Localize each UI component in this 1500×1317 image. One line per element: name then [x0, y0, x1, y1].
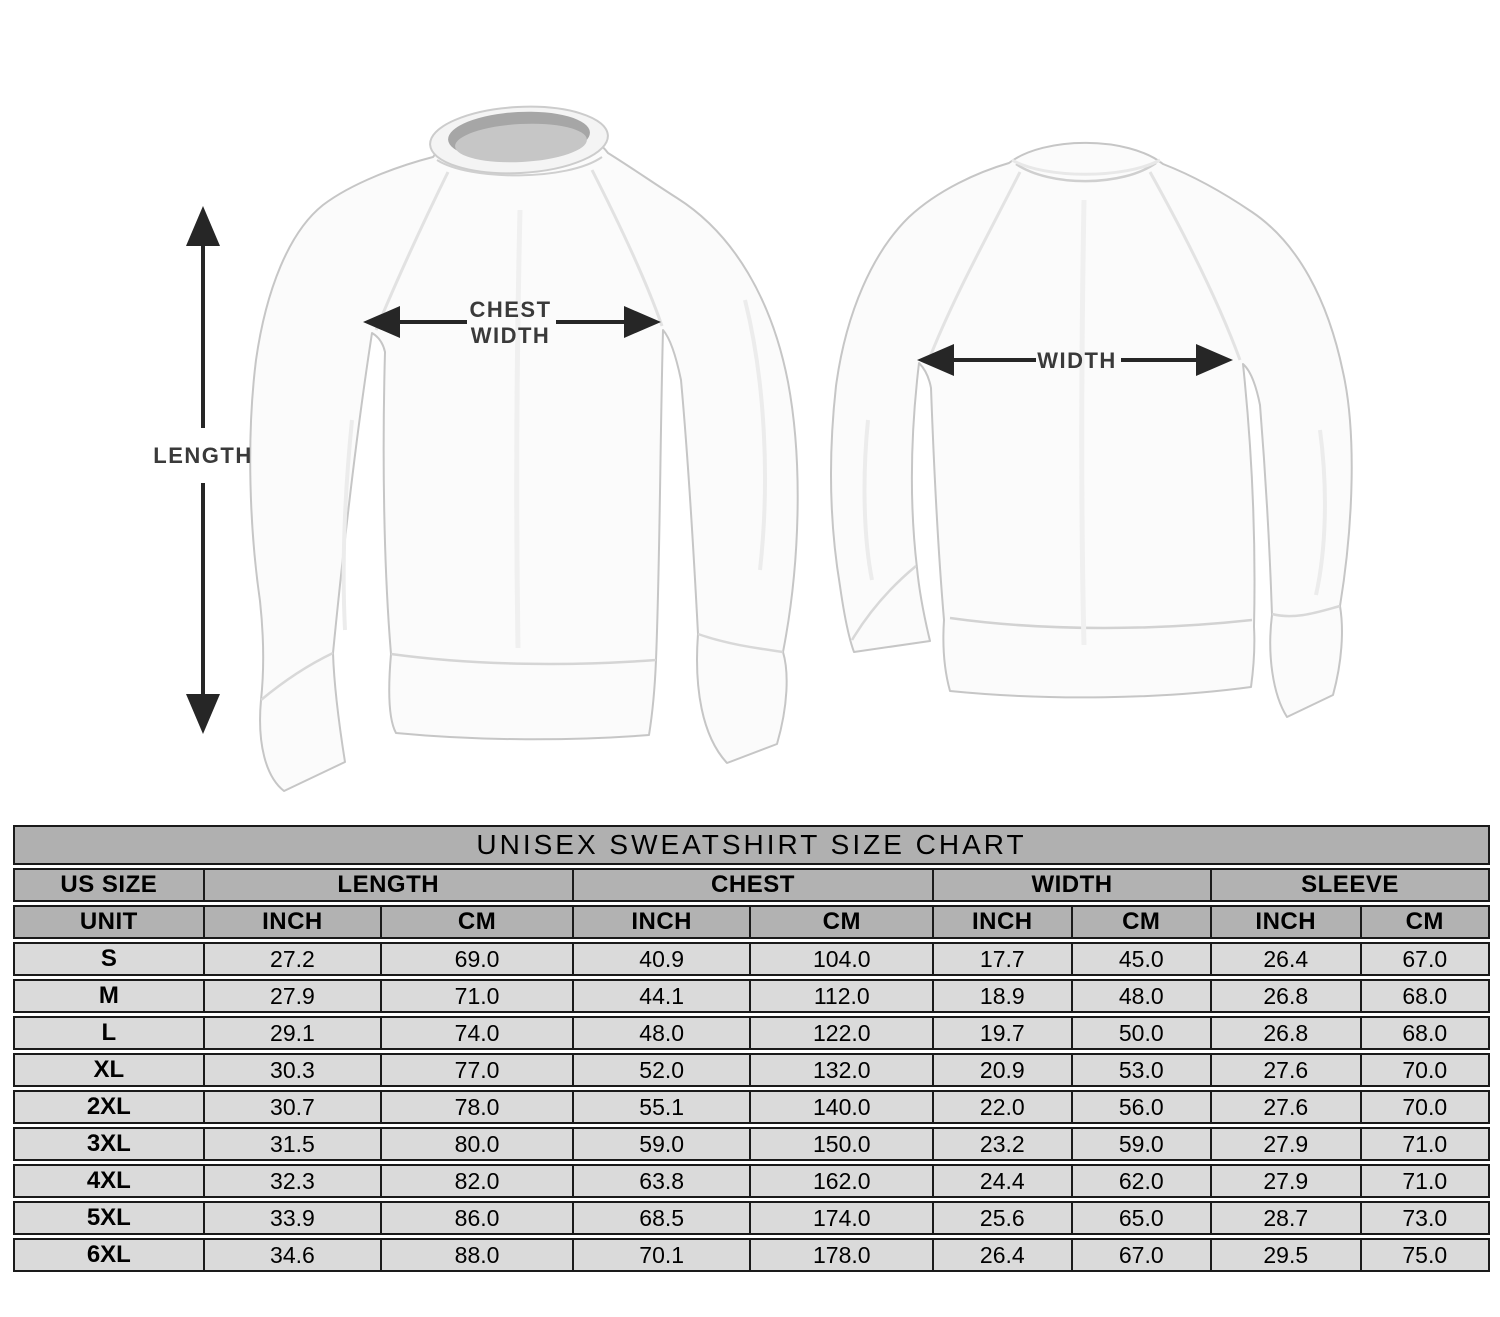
unit-header: UNIT [13, 905, 204, 939]
measurement-cell: 24.4 [933, 1164, 1071, 1198]
measurement-cell: 59.0 [573, 1127, 751, 1161]
size-chart-table [13, 822, 1490, 1275]
table-row [13, 1164, 1490, 1198]
measurement-cell: 18.9 [933, 979, 1071, 1013]
table-row [13, 1238, 1490, 1272]
size-label-cell: 5XL [13, 1201, 204, 1235]
measurement-cell: 48.0 [1072, 979, 1211, 1013]
size-label-cell: M [13, 979, 204, 1013]
front-collar [428, 102, 609, 177]
measurement-cell: 45.0 [1072, 942, 1211, 976]
measurement-cell: 32.3 [204, 1164, 382, 1198]
measurement-cell: 27.6 [1211, 1090, 1361, 1124]
measurement-cell: 33.9 [204, 1201, 382, 1235]
measurement-cell: 150.0 [750, 1127, 933, 1161]
measurement-cell: 70.0 [1361, 1053, 1491, 1087]
measurement-cell: 17.7 [933, 942, 1071, 976]
measurement-cell: 30.7 [204, 1090, 382, 1124]
table-title-row [13, 825, 1490, 865]
measurement-cell: 22.0 [933, 1090, 1071, 1124]
measurement-cell: 48.0 [573, 1016, 751, 1050]
column-header-us-size: US SIZE [13, 868, 204, 902]
chest-width-label: CHEST WIDTH [469, 297, 552, 348]
unit-header: INCH [1211, 905, 1361, 939]
measurement-cell: 27.6 [1211, 1053, 1361, 1087]
measurement-cell: 56.0 [1072, 1090, 1211, 1124]
measurement-cell: 55.1 [573, 1090, 751, 1124]
measurement-cell: 62.0 [1072, 1164, 1211, 1198]
measurement-cell: 140.0 [750, 1090, 933, 1124]
measurement-cell: 68.0 [1361, 979, 1491, 1013]
unit-header: CM [750, 905, 933, 939]
width-label: WIDTH [1037, 348, 1117, 373]
measurement-cell: 26.8 [1211, 979, 1361, 1013]
unit-header: INCH [573, 905, 751, 939]
measurement-cell: 67.0 [1072, 1238, 1211, 1272]
measurement-cell: 27.9 [204, 979, 382, 1013]
column-header-sleeve: SLEEVE [1211, 868, 1490, 902]
measurement-cell: 53.0 [1072, 1053, 1211, 1087]
measurement-cell: 112.0 [750, 979, 933, 1013]
table-group-header-row [13, 868, 1490, 902]
measurement-cell: 80.0 [381, 1127, 573, 1161]
measurement-cell: 27.2 [204, 942, 382, 976]
measurement-cell: 59.0 [1072, 1127, 1211, 1161]
measurement-cell: 26.4 [933, 1238, 1071, 1272]
measurement-cell: 178.0 [750, 1238, 933, 1272]
measurement-cell: 25.6 [933, 1201, 1071, 1235]
measurement-cell: 71.0 [1361, 1164, 1491, 1198]
column-header-width: WIDTH [933, 868, 1211, 902]
measurement-cell: 29.5 [1211, 1238, 1361, 1272]
measurement-cell: 73.0 [1361, 1201, 1491, 1235]
measurement-cell: 69.0 [381, 942, 573, 976]
measurement-cell: 122.0 [750, 1016, 933, 1050]
table-row [13, 1016, 1490, 1050]
size-label-cell: L [13, 1016, 204, 1050]
unit-header: CM [1072, 905, 1211, 939]
measurement-cell: 78.0 [381, 1090, 573, 1124]
measurement-cell: 28.7 [1211, 1201, 1361, 1235]
measurement-cell: 27.9 [1211, 1164, 1361, 1198]
unit-header: INCH [204, 905, 382, 939]
measurement-cell: 82.0 [381, 1164, 573, 1198]
table-row [13, 942, 1490, 976]
table-row [13, 979, 1490, 1013]
measurement-cell: 26.4 [1211, 942, 1361, 976]
measurement-cell: 23.2 [933, 1127, 1071, 1161]
measurement-cell: 63.8 [573, 1164, 751, 1198]
measurement-cell: 27.9 [1211, 1127, 1361, 1161]
measurement-cell: 34.6 [204, 1238, 382, 1272]
measurement-cell: 70.0 [1361, 1090, 1491, 1124]
measurement-cell: 52.0 [573, 1053, 751, 1087]
measurement-cell: 68.5 [573, 1201, 751, 1235]
table-row [13, 1127, 1490, 1161]
measurement-cell: 104.0 [750, 942, 933, 976]
size-label-cell: XL [13, 1053, 204, 1087]
measurement-cell: 50.0 [1072, 1016, 1211, 1050]
size-label-cell: 4XL [13, 1164, 204, 1198]
column-header-length: LENGTH [204, 868, 573, 902]
measurement-cell: 19.7 [933, 1016, 1071, 1050]
measurement-cell: 71.0 [381, 979, 573, 1013]
measurement-cell: 30.3 [204, 1053, 382, 1087]
sweatshirt-front-illustration [250, 102, 797, 791]
measurement-cell: 68.0 [1361, 1016, 1491, 1050]
measurement-cell: 88.0 [381, 1238, 573, 1272]
measurement-cell: 65.0 [1072, 1201, 1211, 1235]
measurement-cell: 29.1 [204, 1016, 382, 1050]
measurement-cell: 70.1 [573, 1238, 751, 1272]
measurement-cell: 40.9 [573, 942, 751, 976]
table-row [13, 1053, 1490, 1087]
measurement-cell: 74.0 [381, 1016, 573, 1050]
measurement-cell: 31.5 [204, 1127, 382, 1161]
sweatshirt-back-illustration [831, 143, 1352, 717]
measurement-cell: 71.0 [1361, 1127, 1491, 1161]
measurement-cell: 86.0 [381, 1201, 573, 1235]
length-arrow-icon [186, 206, 220, 734]
table-unit-header-row [13, 905, 1490, 939]
table-title: UNISEX SWEATSHIRT SIZE CHART [13, 825, 1490, 865]
measurement-cell: 67.0 [1361, 942, 1491, 976]
measurement-cell: 44.1 [573, 979, 751, 1013]
measurement-cell: 75.0 [1361, 1238, 1491, 1272]
size-label-cell: S [13, 942, 204, 976]
measurement-cell: 162.0 [750, 1164, 933, 1198]
measurement-cell: 132.0 [750, 1053, 933, 1087]
unit-header: CM [1361, 905, 1491, 939]
measurement-cell: 26.8 [1211, 1016, 1361, 1050]
measurement-cell: 20.9 [933, 1053, 1071, 1087]
unit-header: INCH [933, 905, 1071, 939]
measurement-cell: 77.0 [381, 1053, 573, 1087]
measurement-cell: 174.0 [750, 1201, 933, 1235]
size-label-cell: 2XL [13, 1090, 204, 1124]
unit-header: CM [381, 905, 573, 939]
table-row [13, 1201, 1490, 1235]
size-label-cell: 6XL [13, 1238, 204, 1272]
column-header-chest: CHEST [573, 868, 933, 902]
table-row [13, 1090, 1490, 1124]
length-label: LENGTH [153, 443, 253, 468]
size-label-cell: 3XL [13, 1127, 204, 1161]
